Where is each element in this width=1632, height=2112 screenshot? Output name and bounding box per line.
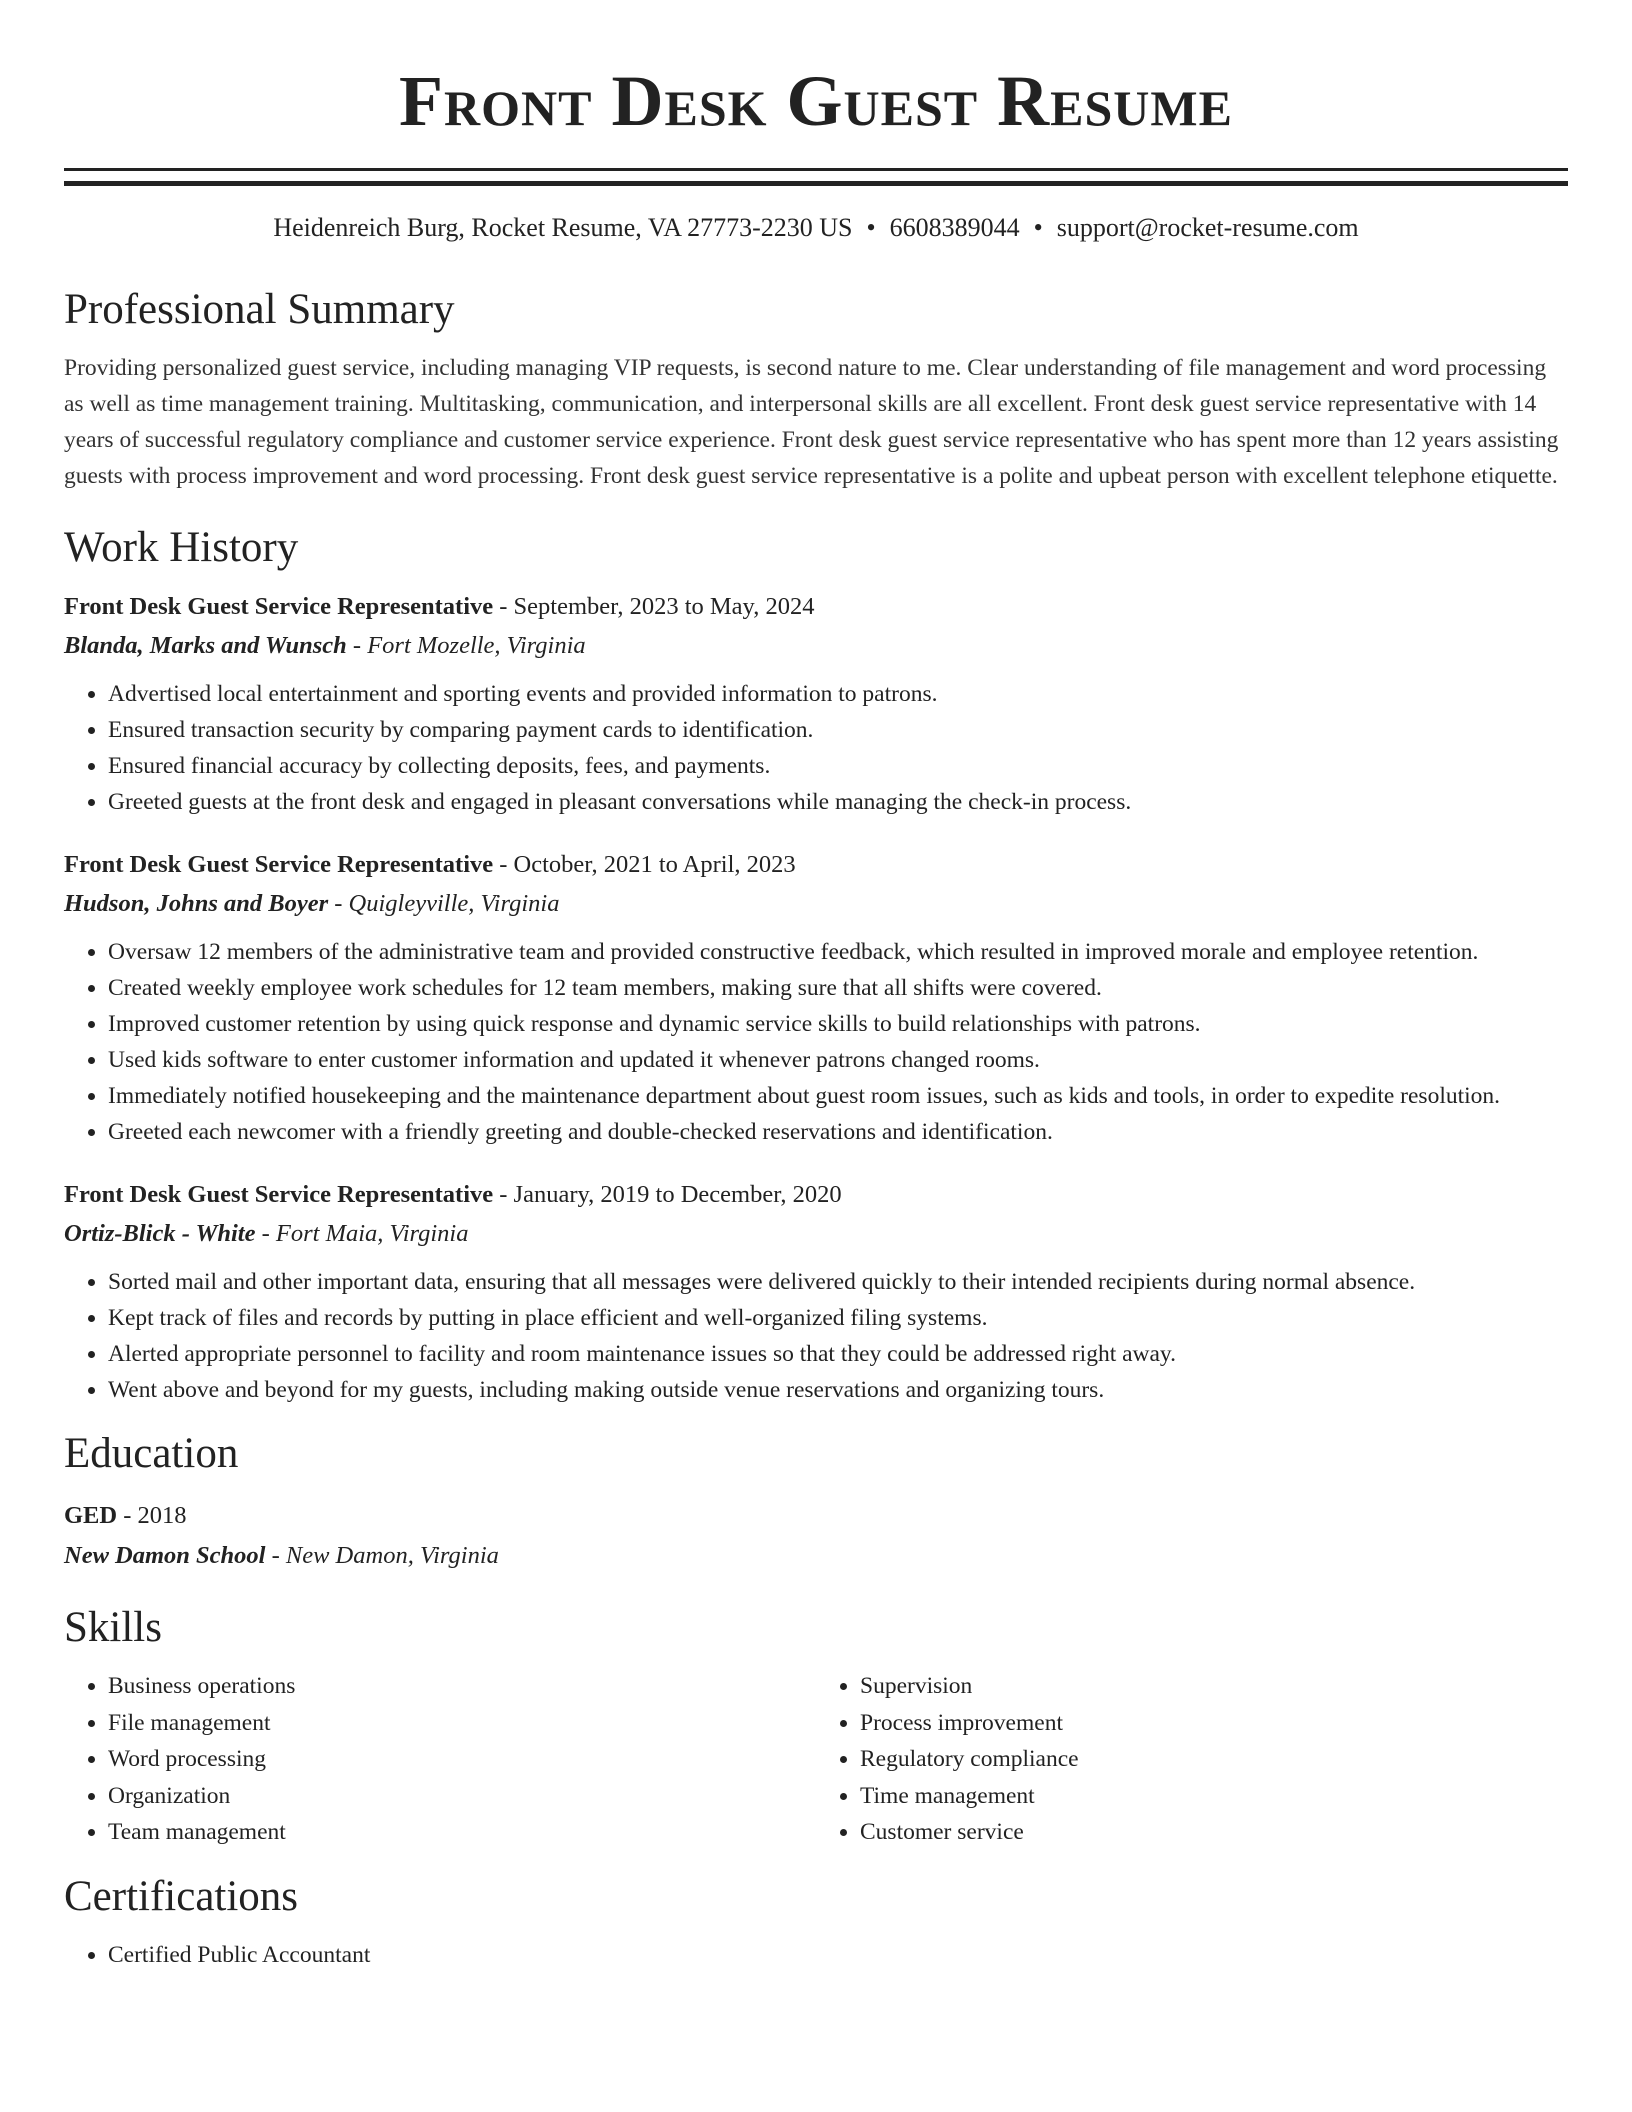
job-bullet: • Went above and beyond for my guests, including making outside venue reservations and organizing tours. <box>108 1372 1568 1408</box>
contact-email: support@rocket-resume.com <box>1056 213 1359 242</box>
job-bullet: • Sorted mail and other important data, ensuring that all messages were delivered quickly to their intended recipients during normal absence. <box>108 1264 1568 1300</box>
skill-item: • Customer service <box>860 1814 1568 1851</box>
job-bullet: • Ensured transaction security by comparing payment cards to identification. <box>108 712 1568 748</box>
education-heading: Education <box>64 1430 239 1477</box>
job-company: Ortiz-Blick - White <box>64 1220 256 1247</box>
job-entry <box>64 588 1568 820</box>
job-role: Front Desk Guest Service Representative <box>64 1181 494 1208</box>
skill-item: • Regulatory compliance <box>860 1741 1568 1778</box>
job-bullet: • Immediately notified housekeeping and the maintenance department about guest room issues, such as kids and tools, in order to expedite resolution. <box>108 1078 1568 1114</box>
job-bullet: • Kept track of files and records by putting in place efficient and well-organized filing systems. <box>108 1300 1568 1336</box>
job-header <box>64 846 1568 884</box>
education-school: New Damon School <box>64 1542 266 1569</box>
job-employer <box>64 626 1568 666</box>
education-year: - 2018 <box>117 1502 187 1529</box>
job-location: - Fort Maia, Virginia <box>255 1220 469 1247</box>
job-dates: - October, 2021 to April, 2023 <box>493 851 796 878</box>
job-dates: - September, 2023 to May, 2024 <box>493 593 815 620</box>
certifications-heading: Certifications <box>64 1872 299 1920</box>
summary-text: Providing personalized guest service, including managing VIP requests, is second nature to me. Clear understanding of file management and word processing as well as time management training. Multitasking, communication, and interpersonal skills are all excellent. Front desk guest service representative with 14 years of successful regulatory compliance and customer service experience. Front desk guest service representative who has spent more than 12 years assisting guests with process improvement and word processing. Front desk guest service representative is a polite and upbeat person with excellent telephone etiquette. <box>64 355 1559 489</box>
skills-grid <box>64 1668 1568 1851</box>
job-bullets <box>64 934 1568 1150</box>
skill-item: • Supervision <box>860 1668 1568 1705</box>
education-header <box>64 1496 1568 1536</box>
contact-separator: • <box>866 213 876 242</box>
contact-line <box>64 210 1568 246</box>
job-bullet: • Oversaw 12 members of the administrative team and provided constructive feedback, which resulted in improved morale and employee retention. <box>108 934 1568 970</box>
job-location: - Quigleyville, Virginia <box>328 890 560 917</box>
job-role: Front Desk Guest Service Representative <box>64 851 494 878</box>
education-degree: GED <box>64 1502 118 1529</box>
job-header <box>64 588 1568 626</box>
certification-item: • Certified Public Accountant <box>108 1937 1568 1973</box>
job-bullets <box>64 1264 1568 1408</box>
contact-phone: 6608389044 <box>889 213 1020 242</box>
job-role: Front Desk Guest Service Representative <box>64 593 494 620</box>
skills-heading: Skills <box>64 1604 162 1651</box>
job-bullets <box>64 676 1568 820</box>
skills-column-left <box>64 1668 816 1851</box>
job-entry <box>64 1176 1568 1408</box>
job-bullet: • Greeted each newcomer with a friendly greeting and double-checked reservations and identification. <box>108 1114 1568 1150</box>
job-company: Hudson, Johns and Boyer <box>64 890 329 917</box>
resume-title: Front Desk Guest Resume <box>399 61 1233 141</box>
job-dates: - January, 2019 to December, 2020 <box>493 1181 842 1208</box>
skill-item: • Team management <box>108 1814 816 1851</box>
job-entry <box>64 846 1568 1150</box>
skill-item: • File management <box>108 1705 816 1742</box>
job-bullet: • Used kids software to enter customer information and updated it whenever patrons changed rooms. <box>108 1042 1568 1078</box>
job-company: Blanda, Marks and Wunsch <box>64 632 347 659</box>
skill-item: • Time management <box>860 1778 1568 1815</box>
job-employer <box>64 884 1568 924</box>
contact-separator: • <box>1033 213 1043 242</box>
job-bullet: • Ensured financial accuracy by collecting deposits, fees, and payments. <box>108 748 1568 784</box>
contact-address: Heidenreich Burg, Rocket Resume, VA 27773-2230 US <box>273 213 853 242</box>
certifications-list <box>64 1937 1568 1973</box>
job-bullet: • Greeted guests at the front desk and engaged in pleasant conversations while managing the check-in process. <box>108 784 1568 820</box>
job-bullet: • Advertised local entertainment and sporting events and provided information to patrons. <box>108 676 1568 712</box>
skill-item: • Organization <box>108 1778 816 1815</box>
job-employer <box>64 1214 1568 1254</box>
job-bullet: • Created weekly employee work schedules for 12 team members, making sure that all shifts were covered. <box>108 970 1568 1006</box>
skill-item: • Process improvement <box>860 1705 1568 1742</box>
title-divider <box>64 168 1568 186</box>
job-location: - Fort Mozelle, Virginia <box>346 632 586 659</box>
skill-item: • Business operations <box>108 1668 816 1705</box>
education-school-line <box>64 1536 1568 1576</box>
skill-item: • Word processing <box>108 1741 816 1778</box>
job-bullet: • Improved customer retention by using quick response and dynamic service skills to build relationships with patrons. <box>108 1006 1568 1042</box>
summary-heading: Professional Summary <box>64 286 455 333</box>
work-history-heading: Work History <box>64 524 299 571</box>
job-header <box>64 1176 1568 1214</box>
skills-column-right <box>816 1668 1568 1851</box>
education-location: - New Damon, Virginia <box>265 1542 499 1569</box>
job-bullet: • Alerted appropriate personnel to facility and room maintenance issues so that they could be addressed right away. <box>108 1336 1568 1372</box>
